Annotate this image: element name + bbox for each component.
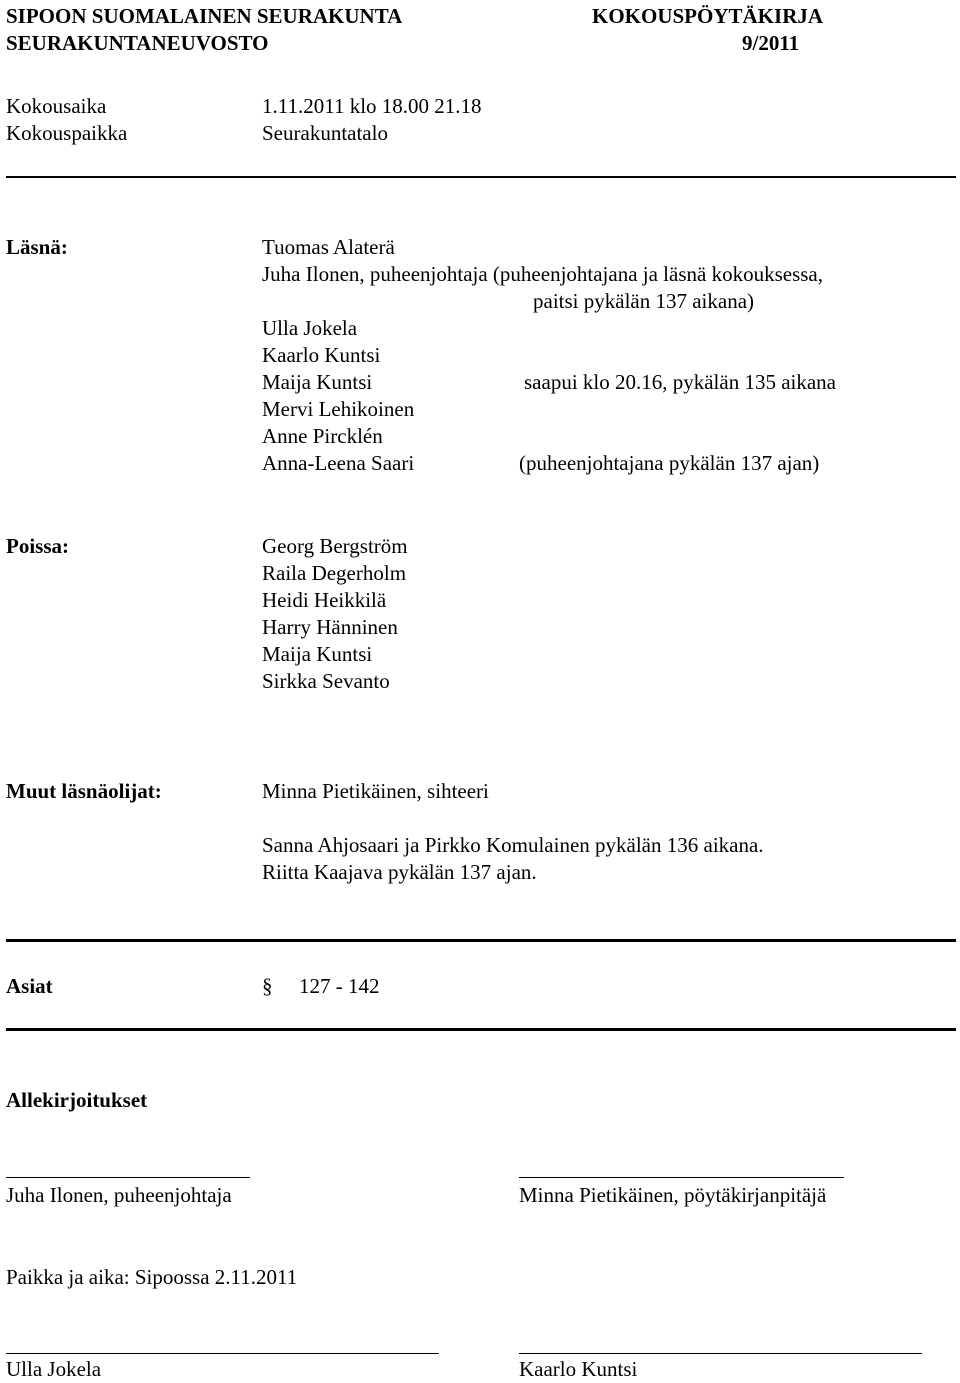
member-ilonen: Juha Ilonen, puheenjohtaja (puheenjohtajana ja läsnä kokouksessa, bbox=[262, 262, 823, 286]
signer-jokela: Ulla Jokela bbox=[6, 1357, 102, 1381]
absent-member: Harry Hänninen bbox=[262, 615, 398, 639]
signatures-label: Allekirjoitukset bbox=[6, 1088, 148, 1112]
document-number: 9/2011 bbox=[742, 31, 800, 55]
meeting-place-label: Kokouspaikka bbox=[6, 121, 128, 145]
signer-kuntsi: Kaarlo Kuntsi bbox=[519, 1357, 638, 1381]
present-label: Läsnä: bbox=[6, 235, 68, 259]
section-sign: § bbox=[262, 974, 273, 998]
matters-range: 127 - 142 bbox=[299, 974, 380, 998]
signer-chair: Juha Ilonen, puheenjohtaja bbox=[6, 1183, 232, 1207]
absent-member: Georg Bergström bbox=[262, 534, 408, 558]
member-saari: Anna-Leena Saari bbox=[262, 451, 415, 475]
chair-note-continuation: paitsi pykälän 137 aikana) bbox=[533, 289, 755, 313]
maija-arrival-note: saapui klo 20.16, pykälän 135 aikana bbox=[524, 370, 837, 394]
absent-member: Raila Degerholm bbox=[262, 561, 407, 585]
absent-member: Maija Kuntsi bbox=[262, 642, 373, 666]
place-and-date: Paikka ja aika: Sipoossa 2.11.2011 bbox=[6, 1265, 298, 1289]
org-name: SIPOON SUOMALAINEN SEURAKUNTA bbox=[6, 4, 403, 28]
governing-body: SEURAKUNTANEUVOSTO bbox=[6, 31, 269, 55]
member-lehikoinen: Mervi Lehikoinen bbox=[262, 397, 415, 421]
signature-line bbox=[6, 1353, 439, 1354]
absent-list bbox=[262, 533, 408, 695]
document-type: KOKOUSPÖYTÄKIRJA bbox=[592, 4, 824, 28]
divider bbox=[6, 939, 956, 942]
meeting-place-value: Seurakuntatalo bbox=[262, 121, 388, 145]
absent-member: Heidi Heikkilä bbox=[262, 588, 387, 612]
matters-label: Asiat bbox=[6, 974, 53, 998]
member-maija-kuntsi: Maija Kuntsi bbox=[262, 370, 373, 394]
saari-chair-note: (puheenjohtajana pykälän 137 ajan) bbox=[519, 451, 820, 475]
absent-member: Sirkka Sevanto bbox=[262, 669, 390, 693]
meeting-time-label: Kokousaika bbox=[6, 94, 107, 118]
others-label: Muut läsnäolijat: bbox=[6, 779, 162, 803]
member-pircklen: Anne Pircklén bbox=[262, 424, 383, 448]
member-alatera: Tuomas Alaterä bbox=[262, 235, 395, 259]
member-jokela: Ulla Jokela bbox=[262, 316, 358, 340]
signature-line bbox=[6, 1177, 250, 1178]
absent-label: Poissa: bbox=[6, 534, 69, 558]
others-line-2: Riitta Kaajava pykälän 137 ajan. bbox=[262, 860, 537, 884]
signature-line bbox=[519, 1353, 922, 1354]
secretary: Minna Pietikäinen, sihteeri bbox=[262, 779, 489, 803]
meeting-time-value: 1.11.2011 klo 18.00 21.18 bbox=[262, 94, 482, 118]
signature-line bbox=[519, 1177, 844, 1178]
others-line-1: Sanna Ahjosaari ja Pirkko Komulainen pykälän 136 aikana. bbox=[262, 833, 764, 857]
divider bbox=[6, 176, 956, 178]
divider bbox=[6, 1028, 956, 1031]
member-kaarlo-kuntsi: Kaarlo Kuntsi bbox=[262, 343, 381, 367]
signer-secretary: Minna Pietikäinen, pöytäkirjanpitäjä bbox=[519, 1183, 827, 1207]
